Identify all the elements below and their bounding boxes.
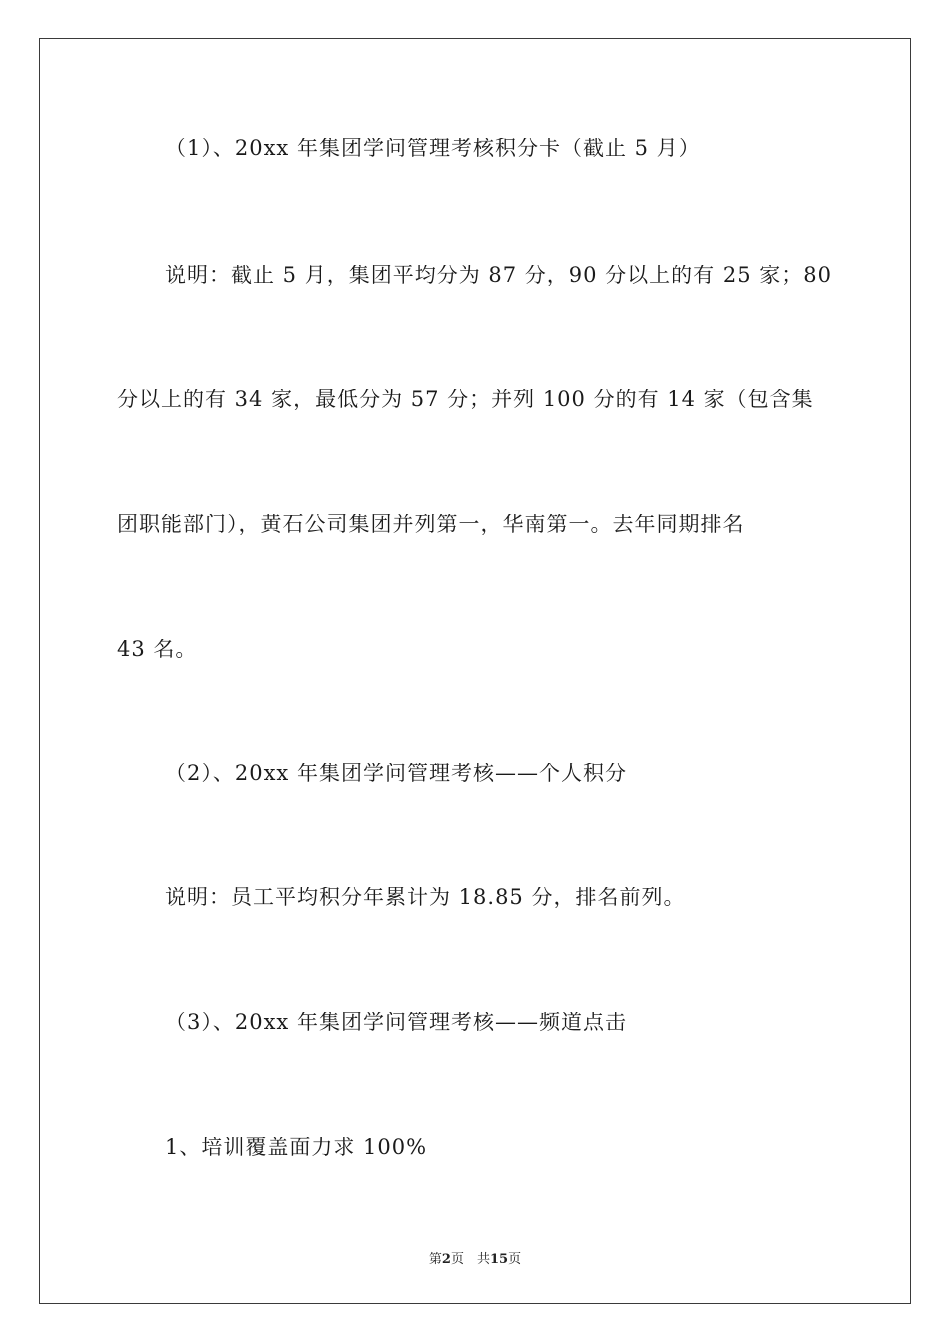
page-border bbox=[39, 38, 911, 1304]
footer-prefix: 第 bbox=[428, 1252, 442, 1267]
paragraph-2: 说明：员工平均积分年累计为 18.85 分，排名前列。 bbox=[165, 887, 686, 908]
paragraph-1-line-2: 分以上的有 34 家，最低分为 57 分；并列 100 分的有 14 家（包含集 bbox=[117, 389, 814, 410]
footer-mid: 页 共 bbox=[450, 1252, 490, 1267]
paragraph-1-line-3: 团职能部门），黄石公司集团并列第一，华南第一。去年同期排名 bbox=[117, 514, 745, 535]
page-footer bbox=[0, 1248, 950, 1267]
footer-suffix: 页 bbox=[508, 1252, 522, 1267]
paragraph-1-line-4: 43 名。 bbox=[117, 639, 198, 660]
section-heading-3: （3）、20xx 年集团学问管理考核——频道点击 bbox=[165, 1012, 627, 1033]
footer-current-page: 2 bbox=[441, 1252, 451, 1267]
list-item-1: 1、培训覆盖面力求 100% bbox=[165, 1137, 428, 1158]
paragraph-1-line-1: 说明：截止 5 月，集团平均分为 87 分，90 分以上的有 25 家；80 bbox=[165, 265, 832, 286]
footer-total-pages: 15 bbox=[489, 1252, 509, 1267]
section-heading-1: （1）、20xx 年集团学问管理考核积分卡（截止 5 月） bbox=[165, 138, 701, 159]
section-heading-2: （2）、20xx 年集团学问管理考核——个人积分 bbox=[165, 763, 627, 784]
